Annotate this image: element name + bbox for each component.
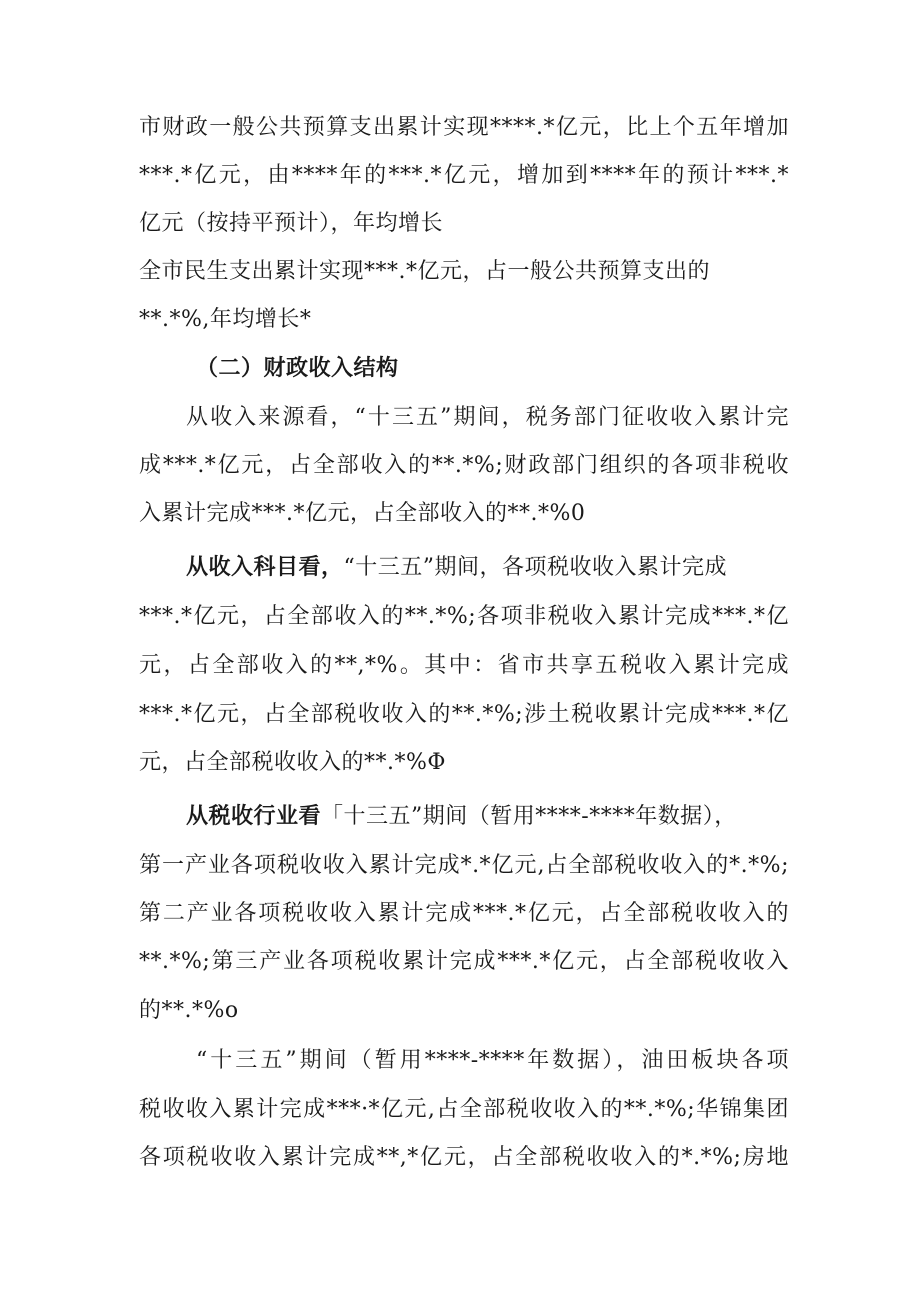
text-line [186,800,789,833]
text-line [186,551,789,584]
text-line: 第二产业各项税收收入累计完成***.*亿元，占全部税收收入的 [139,901,789,926]
paragraph-text: “十三五”期间，各项税收收入累计完成 [343,555,728,580]
text-line: 亿元（按持平预计），年均增长 [139,211,444,236]
text-line: 税收收入累计完成***·*亿元,占全部税收收入的**.*%;华锦集团 [139,1097,789,1122]
paragraph-lead: 从税收行业看 [186,803,322,829]
text-line: 第一产业各项税收收入累计完成*.*亿元,占全部税收收入的*.*%; [139,853,789,878]
text-line: 入累计完成***.*亿元，占全部收入的**.*%0 [139,501,586,526]
paragraph-lead: 从收入科目看， [186,554,344,580]
text-line: **.*%;第三产业各项税收累计完成***.*亿元，占全部税收收入 [139,949,789,974]
text-line: 全市民生支出累计实现***.*亿元，占一般公共预算支出的 [139,259,710,284]
text-line: ***.*亿元，占全部税收收入的**.*%;涉土税收累计完成***.*亿 [139,702,789,727]
text-line: “十三五”期间（暂用****-****年数据），油田板块各项 [196,1048,789,1073]
text-line: 各项税收收入累计完成**,*亿元，占全部税收收入的*.*%;房地 [139,1145,789,1170]
text-line: 元，占全部收入的**,*%。其中：省市共享五税收入累计完成 [139,653,789,678]
text-line: 成***.*亿元，占全部收入的**.*%;财政部门组织的各项非税收 [139,453,789,478]
paragraph-text: 「十三五”期间（暂用****-****年数据）， [321,804,737,829]
text-line: 市财政一般公共预算支出累计实现****.*亿元，比上个五年增加 [139,115,789,140]
text-line: ***.*亿元，由****年的***.*亿元，增加到****年的预计***.* [139,163,789,188]
text-line: 从收入来源看，“十三五”期间，税务部门征收收入累计完 [186,405,789,430]
text-line: 元，占全部税收收入的**.*%Φ [139,750,446,775]
text-line: **.*%,年均增长* [139,307,312,332]
text-line: ***.*亿元，占全部收入的**.*%;各项非税收入累计完成***.*亿 [139,604,789,629]
text-line: 的**.*%o [139,998,239,1023]
section-heading: （二）财政收入结构 [196,355,399,381]
